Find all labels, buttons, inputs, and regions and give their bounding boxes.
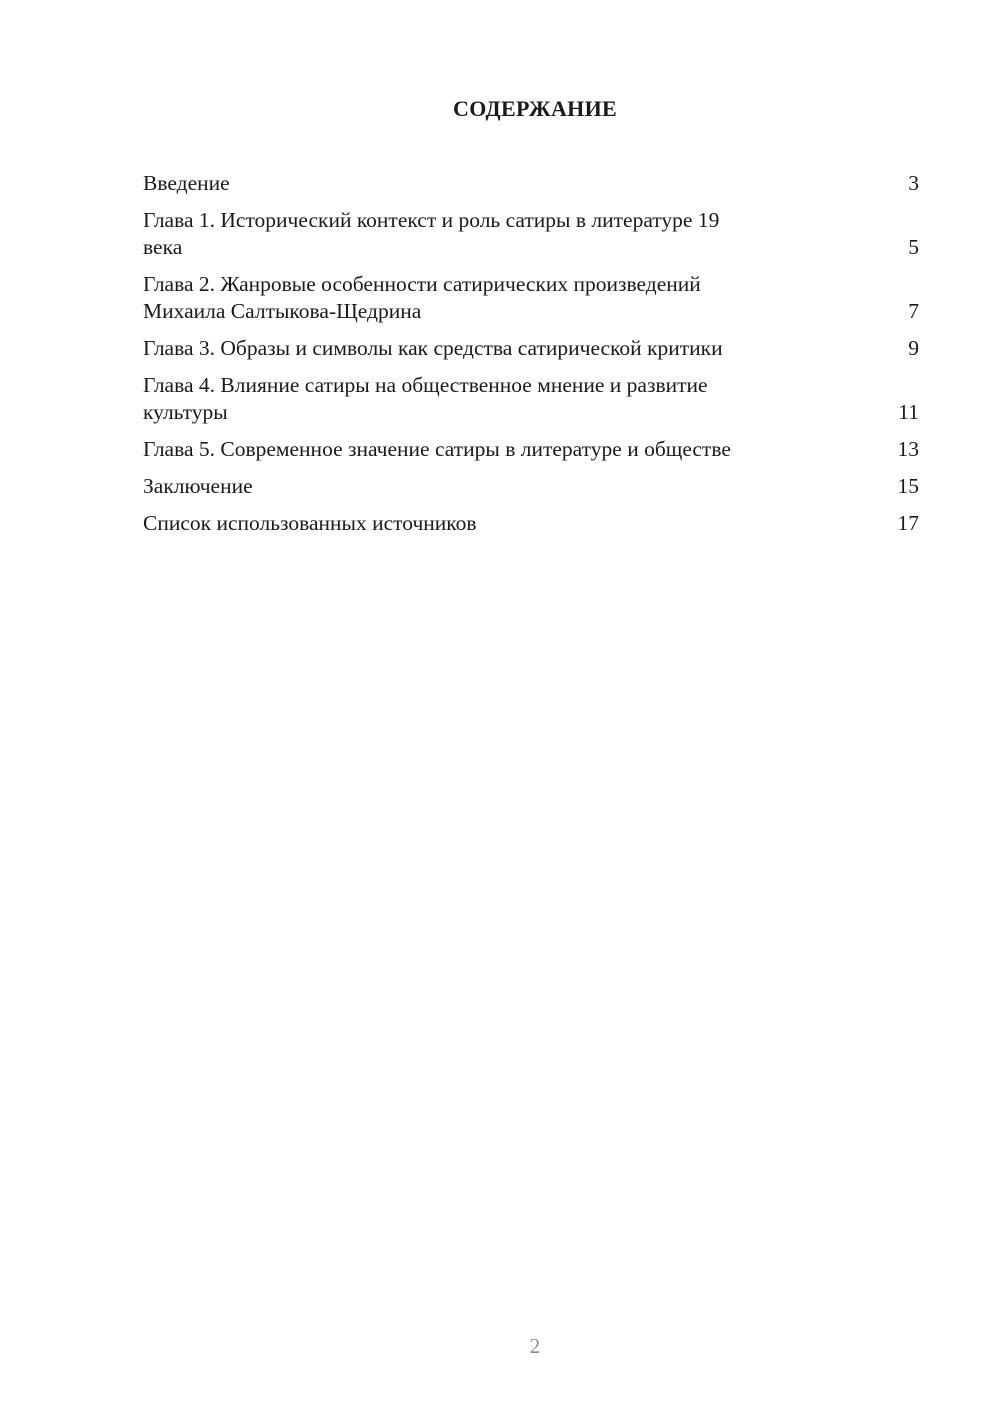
toc-entry-page: 17 (897, 511, 919, 535)
toc-entry-chapter-3 (143, 335, 919, 362)
toc-entry-label: Глава 3. Образы и символы как средства сатирической критики (143, 336, 723, 360)
toc-entry-label: Глава 2. Жанровые особенности сатирических произведений Михаила Салтыкова-Щедрина (143, 272, 701, 323)
toc-entry-chapter-4 (143, 372, 919, 426)
toc-entry-page: 9 (908, 336, 919, 360)
table-of-contents (143, 170, 919, 547)
toc-entry-page: 15 (897, 474, 919, 498)
toc-entry-page: 7 (908, 299, 919, 323)
toc-entry-label: Список использованных источников (143, 511, 477, 535)
toc-entry-label: Введение (143, 171, 230, 195)
toc-entry-introduction (143, 170, 919, 197)
toc-entry-page: 11 (898, 400, 919, 424)
toc-entry-label: Глава 4. Влияние сатиры на общественное мнение и развитие культуры (143, 373, 708, 424)
toc-entry-chapter-2 (143, 271, 919, 325)
toc-entry-label: Глава 1. Исторический контекст и роль сатиры в литературе 19 века (143, 208, 720, 259)
toc-heading: СОДЕРЖАНИЕ (453, 96, 617, 121)
toc-entry-page: 3 (908, 171, 919, 195)
toc-entry-label: Глава 5. Современное значение сатиры в литературе и обществе (143, 437, 731, 461)
toc-entry-page: 5 (908, 235, 919, 259)
page-number: 2 (529, 1334, 541, 1358)
toc-entry-chapter-1 (143, 207, 919, 261)
toc-entry-page: 13 (897, 437, 919, 461)
toc-entry-label: Заключение (143, 474, 253, 498)
toc-entry-chapter-5 (143, 436, 919, 463)
toc-entry-conclusion (143, 473, 919, 500)
toc-entry-references (143, 510, 919, 537)
